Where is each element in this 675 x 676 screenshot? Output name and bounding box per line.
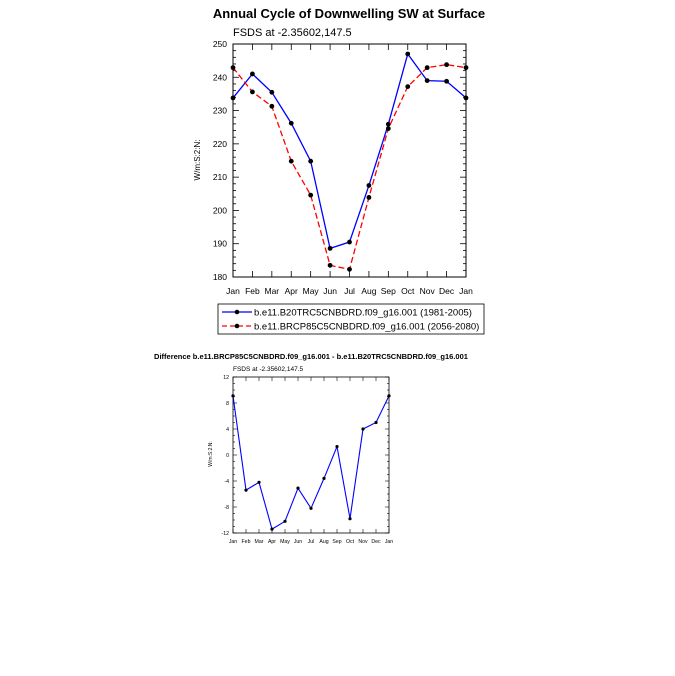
legend-marker-2 bbox=[235, 324, 240, 329]
chart-bottom-ytick-label: 12 bbox=[223, 374, 229, 381]
chart-top-series-line-2 bbox=[233, 65, 466, 270]
chart-top-xtick-label: Sep bbox=[380, 286, 396, 296]
chart-top-xtick-label: Aug bbox=[361, 286, 377, 296]
chart-top-series-line-1 bbox=[233, 54, 466, 248]
chart-top-point bbox=[386, 126, 391, 131]
chart-bottom-ytick-label: -4 bbox=[224, 478, 229, 485]
chart-bottom-xtick-label: Feb bbox=[241, 539, 251, 545]
chart-bottom-point bbox=[335, 445, 338, 448]
chart-bottom bbox=[154, 352, 468, 545]
chart-top-point bbox=[289, 121, 294, 126]
chart-bottom-point bbox=[361, 427, 364, 430]
chart-bottom-ytick-label: 0 bbox=[226, 452, 229, 459]
chart-bottom-point bbox=[374, 421, 377, 424]
chart-top-point bbox=[328, 246, 333, 251]
chart-bottom-xtick-label: Jun bbox=[293, 539, 303, 545]
chart-top-ylabel: W/m:S:2:N: bbox=[193, 139, 202, 181]
chart-top-point bbox=[347, 267, 352, 272]
chart-top-xtick-label: Nov bbox=[419, 286, 435, 296]
legend-label-1: b.e11.B20TRC5CNBDRD.f09_g16.001 (1981-2005) bbox=[254, 307, 472, 319]
chart-top-point bbox=[347, 240, 352, 245]
chart-top-ytick-label: 180 bbox=[212, 271, 227, 282]
chart-top-ytick-label: 220 bbox=[212, 138, 227, 149]
chart-bottom-title: Difference b.e11.BRCP85C5CNBDRD.f09_g16.001 - b.e11.B20TRC5CNBDRD.f09_g16.001 bbox=[154, 352, 468, 361]
legend-marker-1 bbox=[235, 310, 240, 315]
chart-top-ytick-label: 200 bbox=[212, 205, 227, 216]
chart-bottom-xtick-label: Mar bbox=[254, 539, 264, 545]
chart-top-xtick-label: Feb bbox=[245, 286, 260, 296]
chart-top-ytick-label: 240 bbox=[212, 72, 227, 83]
chart-bottom-point bbox=[270, 528, 273, 531]
chart-top-point bbox=[367, 183, 372, 188]
chart-bottom-subtitle: FSDS at -2.35602,147.5 bbox=[233, 366, 304, 373]
chart-top-legend bbox=[218, 304, 484, 334]
chart-bottom-xtick-label: Dec bbox=[371, 539, 381, 545]
chart-bottom-ytick-label: 8 bbox=[226, 400, 229, 407]
chart-top bbox=[193, 6, 485, 296]
chart-top-ytick-label: 250 bbox=[212, 38, 227, 49]
chart-top-xtick-label: Mar bbox=[264, 286, 280, 296]
chart-bottom-xtick-label: Jan bbox=[228, 539, 238, 545]
chart-bottom-xtick-label: Jan bbox=[384, 539, 394, 545]
chart-top-point bbox=[425, 78, 430, 83]
chart-bottom-point bbox=[296, 487, 299, 490]
chart-top-point bbox=[386, 122, 391, 127]
chart-bottom-xtick-label: Nov bbox=[358, 539, 368, 545]
chart-top-point bbox=[425, 65, 430, 70]
chart-top-point bbox=[405, 52, 410, 57]
chart-top-subtitle: FSDS at -2.35602,147.5 bbox=[233, 27, 352, 39]
chart-top-xtick-label: May bbox=[302, 286, 319, 296]
chart-top-series bbox=[231, 52, 469, 272]
chart-top-point bbox=[405, 84, 410, 89]
chart-top-point bbox=[250, 72, 255, 77]
chart-top-point bbox=[308, 159, 313, 164]
chart-top-point bbox=[269, 90, 274, 95]
chart-bottom-xtick-label: May bbox=[280, 539, 290, 545]
chart-bottom-point bbox=[257, 481, 260, 484]
chart-top-xtick-label: Dec bbox=[439, 286, 455, 296]
chart-bottom-point bbox=[348, 517, 351, 520]
chart-bottom-xtick-label: Sep bbox=[332, 539, 342, 545]
chart-top-point bbox=[308, 193, 313, 198]
chart-top-ytick-label: 210 bbox=[212, 172, 227, 183]
chart-top-xtick-label: Jul bbox=[344, 286, 355, 296]
chart-top-point bbox=[250, 90, 255, 95]
chart-top-title: Annual Cycle of Downwelling SW at Surface bbox=[212, 6, 486, 21]
chart-top-xtick-label: Oct bbox=[401, 286, 415, 296]
chart-top-xtick-label: Apr bbox=[284, 286, 298, 296]
chart-bottom-ytick-label: -12 bbox=[221, 530, 229, 537]
chart-top-xtick-label: Jan bbox=[226, 286, 240, 296]
chart-bottom-ylabel: W/m:S:2:N: bbox=[208, 441, 214, 467]
chart-top-xtick-label: Jun bbox=[323, 286, 337, 296]
chart-bottom-point bbox=[322, 477, 325, 480]
chart-bottom-axes bbox=[222, 375, 394, 545]
chart-bottom-xtick-label: Aug bbox=[319, 539, 329, 545]
chart-top-ytick-label: 190 bbox=[212, 238, 227, 249]
chart-bottom-xtick-label: Jul bbox=[307, 539, 315, 545]
legend-label-2: b.e11.BRCP85C5CNBDRD.f09_g16.001 (2056-2080) bbox=[254, 321, 480, 333]
chart-bottom-ytick-label: -8 bbox=[224, 504, 229, 511]
chart-bottom-point bbox=[309, 507, 312, 510]
chart-top-point bbox=[328, 263, 333, 268]
chart-bottom-ytick-label: 4 bbox=[226, 426, 229, 433]
chart-bottom-point bbox=[244, 489, 247, 492]
chart-top-ytick-label: 230 bbox=[212, 105, 227, 116]
chart-top-point bbox=[367, 195, 372, 200]
chart-top-point bbox=[269, 104, 274, 109]
chart-top-point bbox=[444, 79, 449, 84]
chart-top-axes bbox=[213, 39, 473, 296]
chart-bottom-xtick-label: Oct bbox=[345, 539, 355, 545]
chart-bottom-point bbox=[283, 520, 286, 523]
chart-top-xtick-label: Jan bbox=[459, 286, 473, 296]
chart-top-point bbox=[444, 62, 449, 67]
chart-bottom-series bbox=[231, 394, 390, 530]
chart-bottom-xtick-label: Apr bbox=[267, 539, 277, 545]
chart-top-point bbox=[289, 159, 294, 164]
